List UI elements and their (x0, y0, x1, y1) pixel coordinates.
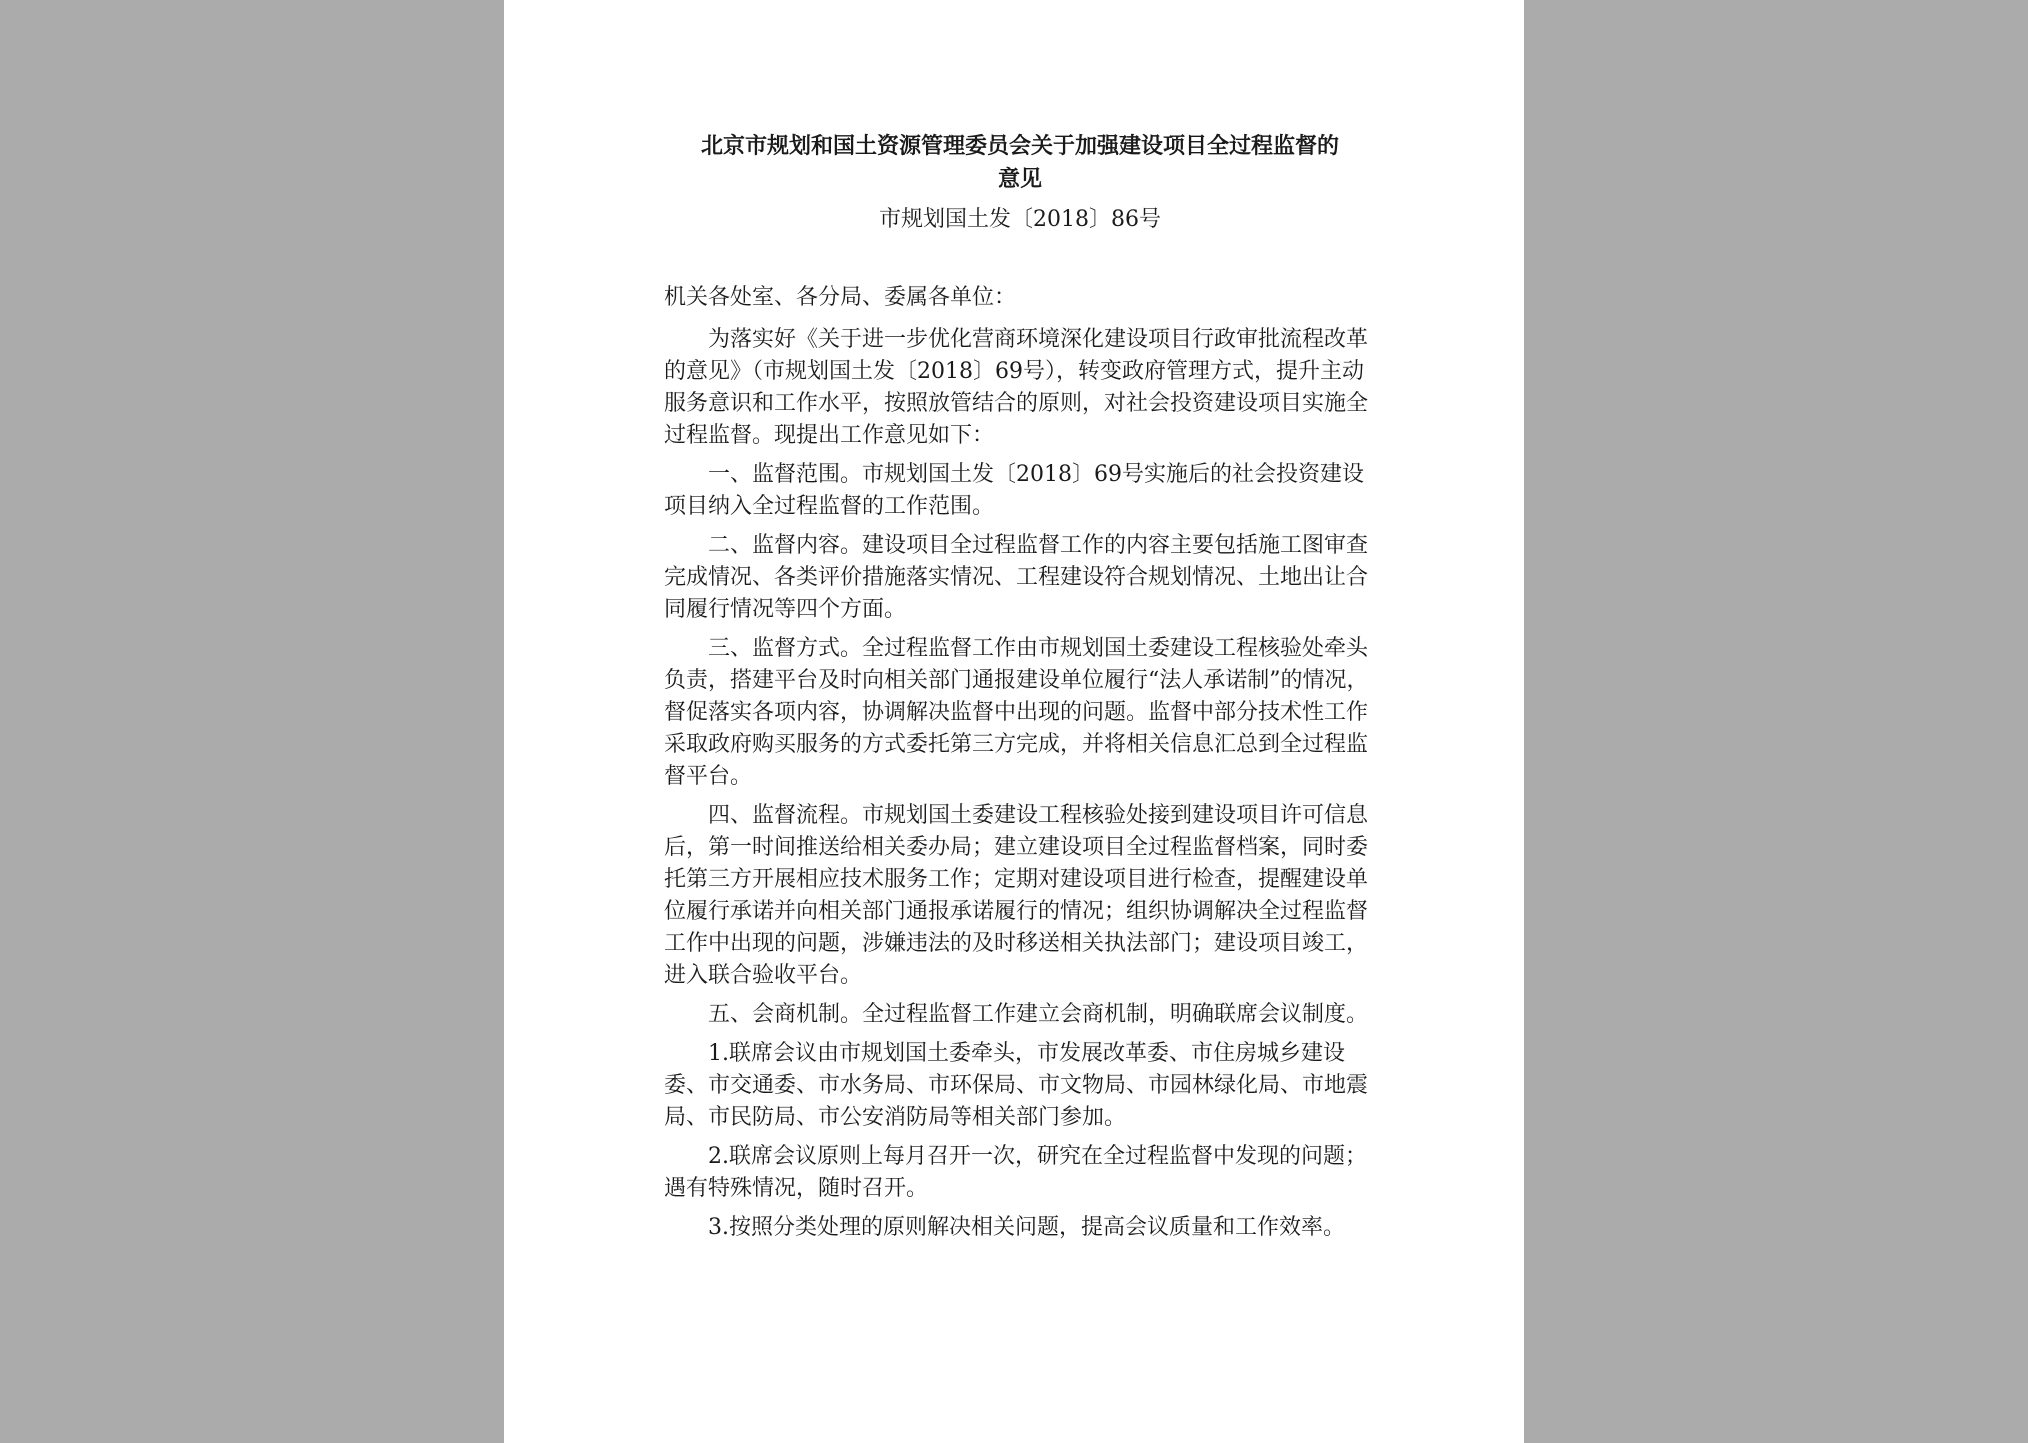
document-number: 市规划国土发〔2018〕86号 (879, 207, 1161, 232)
mechanism-item-2-paragraph: 2.联席会议原则上每月召开一次，研究在全过程监督中发现的问题；遇有特殊情况，随时召开。 (664, 1144, 1367, 1201)
document-content (664, 130, 1376, 1244)
section-mechanism-paragraph: 五、会商机制。全过程监督工作建立会商机制，明确联席会议制度。 (708, 1002, 1369, 1027)
mechanism-item-3-paragraph: 3.按照分类处理的原则解决相关问题，提高会议质量和工作效率。 (708, 1215, 1345, 1240)
document-page (504, 0, 1524, 1443)
document-title-line-1: 北京市规划和国土资源管理委员会关于加强建设项目全过程监督的 (700, 133, 1339, 159)
document-title-line-2: 意见 (997, 166, 1042, 192)
mechanism-item-1-paragraph: 1.联席会议由市规划国土委牵头，市发展改革委、市住房城乡建设委、市交通委、市水务局、市环保局、市文物局、市园林绿化局、市地震局、市民防局、市公安消防局等相关部门参加。 (664, 1041, 1369, 1130)
addressee-line: 机关各处室、各分局、委属各单位： (664, 285, 1017, 310)
document-title (664, 130, 1376, 196)
intro-paragraph: 为落实好《关于进一步优化营商环境深化建设项目行政审批流程改革的意见》（市规划国土发〔2018〕69号），转变政府管理方式，提升主动服务意识和工作水平，按照放管结合的原则，对社会投资建设项目实施全过程监督。现提出工作意见如下： (664, 327, 1369, 448)
section-method-paragraph: 三、监督方式。全过程监督工作由市规划国土委建设工程核验处牵头负责，搭建平台及时向相关部门通报建设单位履行“法人承诺制”的情况，督促落实各项内容，协调解决监督中出现的问题。监督中部分技术性工作采取政府购买服务的方式委托第三方完成，并将相关信息汇总到全过程监督平台。 (664, 636, 1369, 789)
section-content-paragraph: 二、监督内容。建设项目全过程监督工作的内容主要包括施工图审查完成情况、各类评价措施落实情况、工程建设符合规划情况、土地出让合同履行情况等四个方面。 (664, 533, 1369, 622)
section-scope-paragraph: 一、监督范围。市规划国土发〔2018〕69号实施后的社会投资建设项目纳入全过程监督的工作范围。 (664, 462, 1364, 519)
section-process-paragraph: 四、监督流程。市规划国土委建设工程核验处接到建设项目许可信息后，第一时间推送给相关委办局；建立建设项目全过程监督档案，同时委托第三方开展相应技术服务工作；定期对建设项目进行检查，提醒建设单位履行承诺并向相关部门通报承诺履行的情况；组织协调解决全过程监督工作中出现的问题，涉嫌违法的及时移送相关执法部门；建设项目竣工，进入联合验收平台。 (664, 803, 1369, 988)
